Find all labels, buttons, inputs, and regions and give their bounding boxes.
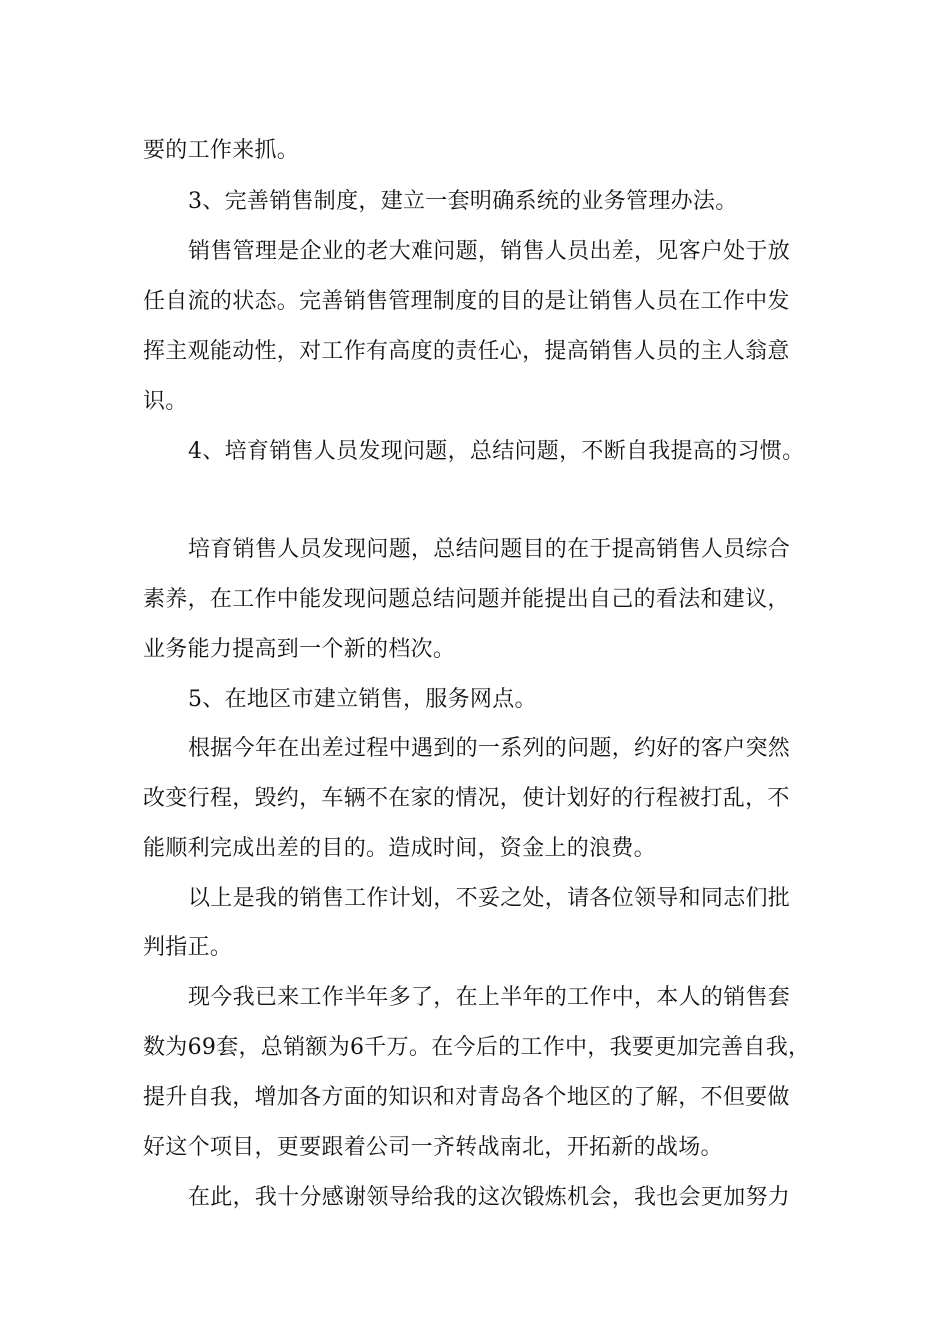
text-line-19: 提升自我，增加各方面的知识和对青岛各个地区的了解，不但要做 bbox=[143, 1085, 790, 1110]
text-line-9: 素养，在工作中能发现问题总结问题并能提出自己的看法和建议， bbox=[143, 587, 790, 612]
text-line-21: 在此，我十分感谢领导给我的这次锻炼机会，我也会更加努力 bbox=[188, 1185, 791, 1210]
text-line-8: 培育销售人员发现问题，总结问题目的在于提高销售人员综合 bbox=[188, 537, 791, 562]
text-line-10: 业务能力提高到一个新的档次。 bbox=[143, 637, 456, 662]
text-line-3: 销售管理是企业的老大难问题，销售人员出差，见客户处于放 bbox=[188, 239, 791, 264]
text-line-1: 要的工作来抓。 bbox=[143, 138, 300, 163]
text-line-14: 能顺利完成出差的目的。造成时间，资金上的浪费。 bbox=[143, 836, 656, 861]
text-line-16: 判指正。 bbox=[143, 935, 233, 960]
text-line-4: 任自流的状态。完善销售管理制度的目的是让销售人员在工作中发 bbox=[143, 289, 790, 314]
text-line-13: 改变行程，毁约，车辆不在家的情况，使计划好的行程被打乱，不 bbox=[143, 786, 790, 811]
text-line-12: 根据今年在出差过程中遇到的一系列的问题，约好的客户突然 bbox=[188, 736, 791, 761]
text-line-20: 好这个项目，更要跟着公司一齐转战南北，开拓新的战场。 bbox=[143, 1135, 723, 1160]
text-line-5: 挥主观能动性，对工作有高度的责任心，提高销售人员的主人翁意 bbox=[143, 339, 790, 364]
text-line-17: 现今我已来工作半年多了，在上半年的工作中，本人的销售套 bbox=[188, 985, 791, 1010]
text-line-2: 3、完善销售制度，建立一套明确系统的业务管理办法。 bbox=[188, 189, 738, 214]
text-line-6: 识。 bbox=[143, 389, 188, 414]
text-line-11: 5、在地区市建立销售，服务网点。 bbox=[188, 687, 537, 712]
text-line-18: 数为69套，总销额为6千万。在今后的工作中，我要更加完善自我， bbox=[143, 1035, 811, 1060]
text-line-7: 4、培育销售人员发现问题，总结问题，不断自我提高的习惯。 bbox=[188, 439, 805, 464]
text-line-15: 以上是我的销售工作计划，不妥之处，请各位领导和同志们批 bbox=[188, 886, 791, 911]
